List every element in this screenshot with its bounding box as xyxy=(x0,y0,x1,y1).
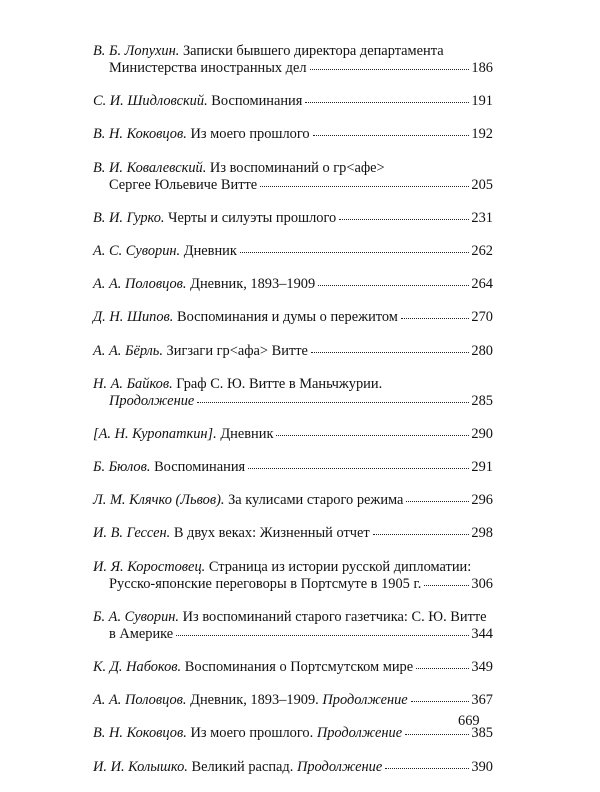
toc-entry-title: Дневник xyxy=(220,425,274,442)
toc-entry-author: И. Я. Коростовец. xyxy=(93,558,206,575)
dot-leader xyxy=(406,491,469,502)
toc-entry-author: Д. Н. Шипов. xyxy=(93,309,174,326)
toc-entry xyxy=(93,492,493,509)
dot-leader xyxy=(248,458,469,469)
toc-entry-page: 262 xyxy=(471,242,493,259)
dot-leader xyxy=(176,625,469,636)
toc-entry-page: 390 xyxy=(471,758,493,775)
toc-entry xyxy=(93,559,493,593)
toc-entry xyxy=(93,243,493,260)
toc-entry-line xyxy=(93,559,493,576)
dot-leader xyxy=(401,308,469,319)
toc-entry-author: С. И. Шидловский. xyxy=(93,93,208,110)
toc-entry-title: Из воспоминаний старого газетчика: С. Ю. Витте xyxy=(182,608,487,625)
toc-entry-title: Воспоминания xyxy=(211,93,303,110)
toc-entry-title: Великий распад. xyxy=(191,758,294,775)
toc-entry-continuation: Продолжение xyxy=(322,692,408,709)
toc-entry-page: 192 xyxy=(471,126,493,143)
toc-entry-page: 344 xyxy=(471,625,493,642)
toc-entry xyxy=(93,725,493,742)
toc-entry-page: 264 xyxy=(471,276,493,293)
dot-leader xyxy=(240,242,470,253)
toc-entry xyxy=(93,210,493,227)
toc-entry-title: Зигзаги гр<афа> Витте xyxy=(166,342,308,359)
toc-entry-author: В. Н. Коковцов. xyxy=(93,126,187,143)
toc-entry-title: Дневник xyxy=(183,242,237,259)
toc-entry-title: Из моего прошлого. xyxy=(190,725,314,742)
toc-entry-title: Воспоминания и думы о пережитом xyxy=(177,309,398,326)
toc-entry-title: За кулисами старого режима xyxy=(228,492,404,509)
toc-entry xyxy=(93,659,493,676)
toc-entry-line xyxy=(93,393,493,410)
toc-entry-line xyxy=(93,692,493,709)
toc-entry-title: Граф С. Ю. Витте в Маньчжурии. xyxy=(176,375,383,392)
toc-entry-author: В. И. Гурко. xyxy=(93,209,165,226)
toc-entry-continuation: Продолжение xyxy=(109,392,195,409)
toc-entry-line xyxy=(93,426,493,443)
toc-entry-line xyxy=(93,609,493,626)
toc-entry-line xyxy=(93,626,493,643)
toc-entry xyxy=(93,426,493,443)
toc-entry-line xyxy=(93,376,493,393)
toc-entry-page: 205 xyxy=(471,176,493,193)
toc-entry-continuation: Продолжение xyxy=(316,725,403,742)
toc-entry-page: 191 xyxy=(471,93,493,110)
toc-entry-author: К. Д. Набоков. xyxy=(93,659,182,675)
toc-entry xyxy=(93,525,493,542)
toc-entry-author: Л. М. Клячко (Львов). xyxy=(93,492,225,509)
toc-entry-page: 306 xyxy=(471,575,493,592)
toc-entry-page: 291 xyxy=(471,459,493,476)
page-number: 669 xyxy=(458,713,480,729)
dot-leader xyxy=(318,275,469,286)
toc-entry-title: Из воспоминаний о гр<афе> xyxy=(209,159,385,176)
toc-entry-page: 296 xyxy=(471,492,493,509)
toc-entry-title: Воспоминания xyxy=(154,459,246,476)
toc-entry xyxy=(93,343,493,360)
toc-entry-author: И. В. Гессен. xyxy=(93,525,171,542)
toc-entry-line xyxy=(93,177,493,194)
toc-entry-author: А. А. Половцов. xyxy=(93,276,187,293)
toc-entry-line xyxy=(93,492,493,509)
toc-entry-line xyxy=(93,43,493,60)
toc-entry-line xyxy=(93,93,493,110)
toc-entry-title: Страница из истории русской дипломатии: xyxy=(208,558,472,575)
toc-entry-continuation: Продолжение xyxy=(296,758,383,775)
toc-entry-page: 285 xyxy=(471,392,493,409)
toc-entry-title: В двух веках: Жизненный отчет xyxy=(173,525,370,542)
toc-entry-author: [А. Н. Куропаткин]. xyxy=(93,425,217,442)
toc-entry-page: 349 xyxy=(471,659,493,675)
toc-entry xyxy=(93,459,493,476)
toc-entry-line xyxy=(93,276,493,293)
dot-leader xyxy=(416,658,469,669)
toc-entry-line xyxy=(93,659,493,676)
dot-leader xyxy=(311,342,469,353)
toc-entry-author: А. С. Суворин. xyxy=(93,242,181,259)
toc-entry xyxy=(93,692,493,709)
toc-entry-author: В. Б. Лопухин. xyxy=(93,43,180,59)
dot-leader xyxy=(305,92,469,103)
dot-leader xyxy=(373,524,470,535)
dot-leader xyxy=(260,176,469,187)
toc-entry-line xyxy=(93,343,493,360)
toc-entry-line xyxy=(93,759,493,776)
toc-entry-page: 270 xyxy=(471,309,493,326)
toc-entry xyxy=(93,43,493,77)
toc-entry-line xyxy=(93,126,493,143)
toc-entry-title: Русско-японские переговоры в Портсмуте в 1905 г. xyxy=(109,575,422,592)
toc-entry-page: 280 xyxy=(471,342,493,359)
toc-entry-title: Дневник, 1893–1909 xyxy=(190,276,316,293)
dot-leader xyxy=(197,392,469,403)
dot-leader xyxy=(424,575,469,586)
toc-entry-author: В. Н. Коковцов. xyxy=(93,725,187,742)
toc-entry-author: Б. А. Суворин. xyxy=(93,608,180,625)
toc-entry-line xyxy=(93,160,493,177)
toc-entry xyxy=(93,160,493,194)
dot-leader xyxy=(385,758,469,769)
toc-entry xyxy=(93,93,493,110)
toc-entry xyxy=(93,309,493,326)
table-of-contents xyxy=(93,43,493,792)
toc-entry-line xyxy=(93,525,493,542)
toc-entry-line xyxy=(93,725,493,742)
toc-entry-author: А. А. Половцов. xyxy=(93,692,187,709)
toc-entry-title: Черты и силуэты прошлого xyxy=(168,209,337,226)
toc-entry-line xyxy=(93,60,493,77)
toc-entry-author: Б. Бюлов. xyxy=(93,459,151,476)
toc-entry-page: 231 xyxy=(471,209,493,226)
dot-leader xyxy=(313,125,470,136)
toc-entry-line xyxy=(93,459,493,476)
toc-entry-title: в Америке xyxy=(109,625,174,642)
toc-entry-page: 367 xyxy=(471,692,493,709)
dot-leader xyxy=(411,691,470,702)
toc-entry-page: 298 xyxy=(471,525,493,542)
toc-entry-title: Дневник, 1893–1909. xyxy=(190,692,319,709)
toc-entry-title: Сергее Юльевиче Витте xyxy=(109,176,258,193)
toc-entry xyxy=(93,126,493,143)
toc-entry-title: Из моего прошлого xyxy=(190,126,310,143)
toc-entry-line xyxy=(93,309,493,326)
toc-entry-author: И. И. Колышко. xyxy=(93,758,188,775)
toc-entry xyxy=(93,376,493,410)
toc-entry-author: В. И. Ковалевский. xyxy=(93,159,207,176)
toc-entry-title: Воспоминания о Портсмутском мире xyxy=(184,659,414,675)
dot-leader xyxy=(310,59,470,70)
toc-entry xyxy=(93,276,493,293)
toc-entry-title: Записки бывшего директора департамента xyxy=(182,43,444,59)
toc-entry-page: 290 xyxy=(471,425,493,442)
toc-entry-line xyxy=(93,576,493,593)
toc-entry-author: Н. А. Байков. xyxy=(93,375,173,392)
dot-leader xyxy=(339,209,469,220)
toc-entry xyxy=(93,609,493,643)
toc-entry-line xyxy=(93,210,493,227)
toc-entry-page: 385 xyxy=(471,725,493,742)
dot-leader xyxy=(276,425,469,436)
toc-entry-title: Министерства иностранных дел xyxy=(109,60,307,76)
toc-entry xyxy=(93,759,493,776)
toc-entry-author: А. А. Бёрль. xyxy=(93,342,163,359)
toc-entry-page: 186 xyxy=(471,60,493,76)
toc-entry-line xyxy=(93,243,493,260)
